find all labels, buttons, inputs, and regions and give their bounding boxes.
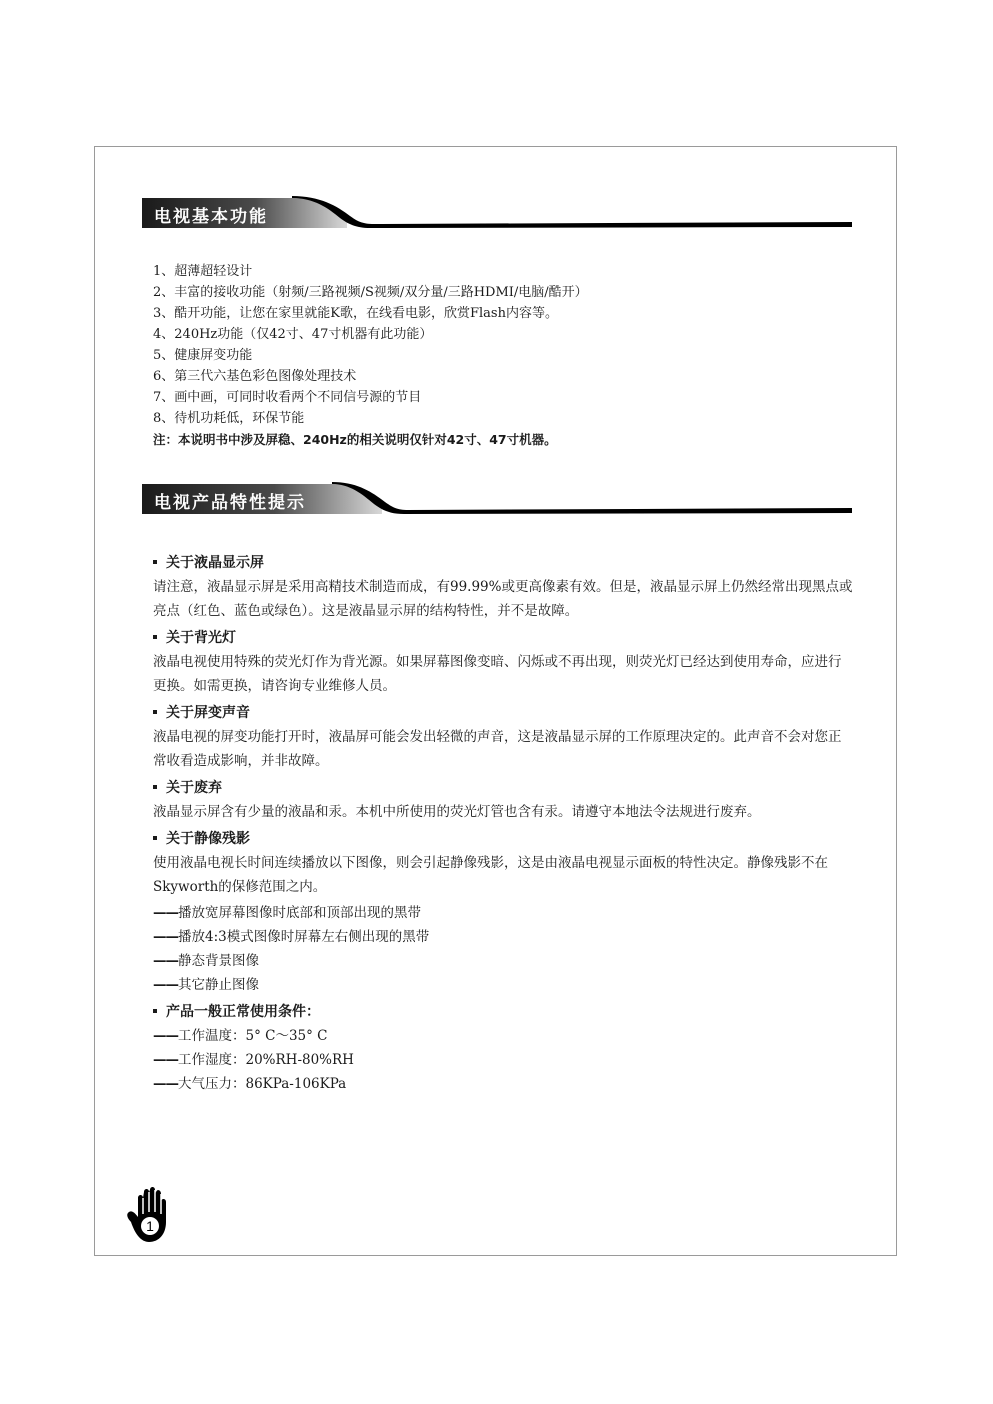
paragraph-image-retention: 使用液晶电视长时间连续播放以下图像，则会引起静像残影，这是由液晶电视显示面板的特性决定。静像残影不在Skyworth的保修范围之内。 — [153, 855, 828, 895]
bullet-icon — [153, 710, 157, 714]
product-tips-body — [153, 548, 853, 1096]
dash-item-text: 静态背景图像 — [178, 953, 259, 969]
dash-mark: —— — [153, 1052, 178, 1068]
paragraph-disposal: 液晶显示屏含有少量的液晶和汞。本机中所使用的荧光灯管也含有汞。请遵守本地法令法规进行废弃。 — [153, 804, 761, 820]
paragraph-backlight: 液晶电视使用特殊的荧光灯作为背光源。如果屏幕图像变暗、闪烁或不再出现，则荧光灯已经达到使用寿命，应进行更换。如需更换，请咨询专业维修人员。 — [153, 654, 842, 694]
list-item: 1、超薄超轻设计 — [153, 264, 253, 279]
dash-item-text: 播放宽屏幕图像时底部和顶部出现的黑带 — [178, 905, 421, 921]
subheading-lcd — [153, 552, 853, 575]
condition-text: 工作温度：5° C～35° C — [178, 1028, 328, 1044]
condition-text: 工作湿度：20%RH-80%RH — [178, 1052, 354, 1068]
condition-item — [153, 1048, 853, 1072]
bullet-icon — [153, 836, 157, 840]
section-header-product-tips — [142, 482, 852, 516]
dash-item — [153, 949, 853, 973]
list-item: 4、240Hz功能（仅42寸、47寸机器有此功能） — [153, 327, 433, 342]
subheading-text: 关于屏变声音 — [166, 705, 250, 721]
dash-mark: —— — [153, 953, 178, 969]
dash-item — [153, 925, 853, 949]
subheading-text: 关于废弃 — [166, 780, 222, 796]
list-item: 2、丰富的接收功能（射频/三路视频/S视频/双分量/三路HDMI/电脑/酷开） — [153, 285, 588, 300]
subheading-image-retention — [153, 828, 853, 851]
paragraph-lcd: 请注意，液晶显示屏是采用高精技术制造而成，有99.99%或更高像素有效。但是，液晶显示屏上仍然经常出现黑点或亮点（红色、蓝色或绿色）。这是液晶显示屏的结构特性，并不是故障。 — [153, 579, 853, 619]
list-item: 8、待机功耗低，环保节能 — [153, 411, 305, 426]
list-item: 3、酷开功能，让您在家里就能K歌，在线看电影，欣赏Flash内容等。 — [153, 306, 558, 321]
dash-item — [153, 901, 853, 925]
dash-item-text: 播放4:3模式图像时屏幕左右侧出现的黑带 — [178, 929, 430, 945]
subheading-backlight — [153, 627, 853, 650]
subheading-text: 产品一般正常使用条件： — [166, 1004, 320, 1020]
dash-mark: —— — [153, 1076, 178, 1092]
bullet-icon — [153, 635, 157, 639]
section-header-basic-functions — [142, 196, 852, 230]
subheading-text: 关于静像残影 — [166, 831, 250, 847]
condition-text: 大气压力：86KPa-106KPa — [178, 1076, 347, 1092]
dash-mark: —— — [153, 929, 178, 945]
dash-item-text: 其它静止图像 — [178, 977, 259, 993]
subheading-text: 关于背光灯 — [166, 630, 236, 646]
paragraph-sound: 液晶电视的屏变功能打开时，液晶屏可能会发出轻微的声音，这是液晶显示屏的工作原理决定的。此声音不会对您正常收看造成影响，并非故障。 — [153, 729, 842, 769]
section-title: 电视基本功能 — [154, 207, 268, 227]
dash-mark: —— — [153, 1028, 178, 1044]
bullet-icon — [153, 560, 157, 564]
subheading-disposal — [153, 777, 853, 800]
subheading-conditions — [153, 1001, 853, 1024]
condition-item — [153, 1024, 853, 1048]
basic-functions-list — [153, 261, 588, 450]
hand-page-icon — [123, 1184, 181, 1246]
list-item: 5、健康屏变功能 — [153, 348, 253, 363]
page-number: 1 — [146, 1218, 154, 1234]
list-item: 6、第三代六基色彩色图像处理技术 — [153, 369, 357, 384]
condition-item — [153, 1072, 853, 1096]
note-text: 注：本说明书中涉及屏稳、240Hz的相关说明仅针对42寸、47寸机器。 — [153, 432, 557, 447]
list-item: 7、画中画，可同时收看两个不同信号源的节目 — [153, 390, 422, 405]
subheading-text: 关于液晶显示屏 — [166, 555, 264, 571]
section-title: 电视产品特性提示 — [154, 493, 306, 513]
dash-mark: —— — [153, 977, 178, 993]
subheading-sound — [153, 702, 853, 725]
dash-item — [153, 973, 853, 997]
bullet-icon — [153, 785, 157, 789]
dash-mark: —— — [153, 905, 178, 921]
bullet-icon — [153, 1009, 157, 1013]
